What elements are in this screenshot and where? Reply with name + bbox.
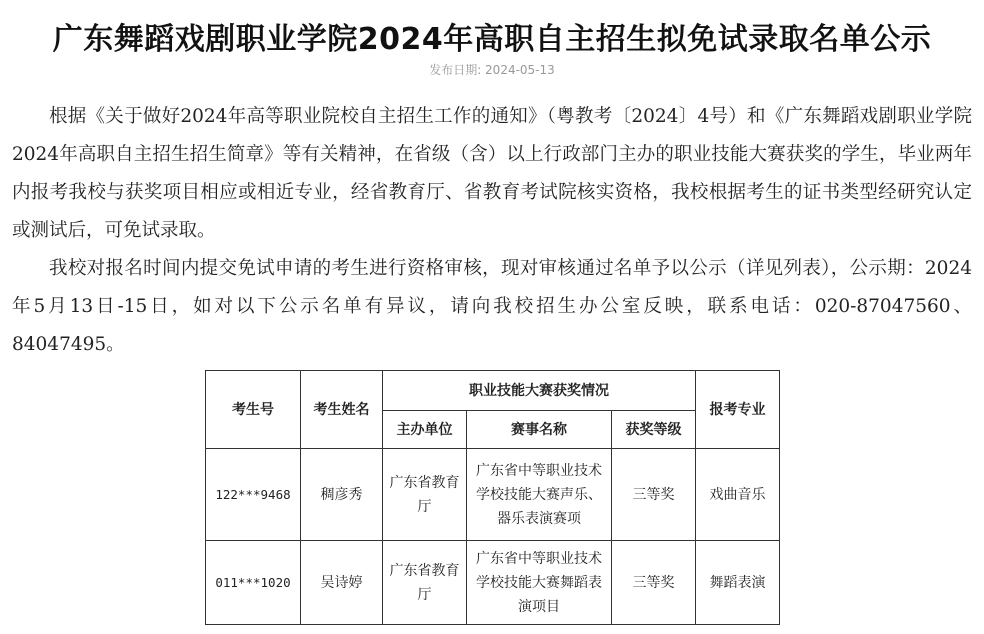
cell-name: 吴诗婷 [301, 541, 383, 625]
header-level: 获奖等级 [612, 411, 696, 449]
cell-name: 稠彦秀 [301, 449, 383, 541]
notice-paragraph-2: 我校对报名时间内提交免试申请的考生进行资格审核，现对审核通过名单予以公示（详见列表），公示期：2024年5月13日-15日，如对以下公示名单有异议，请向我校招生办公室反映，联系电话：020-87047560、84047495。 [12, 258, 972, 355]
table-row [206, 449, 780, 541]
table-header-row [206, 371, 780, 411]
cell-event: 广东省中等职业技术学校技能大赛声乐、器乐表演赛项 [467, 449, 612, 541]
admission-list-table [205, 370, 780, 625]
cell-event: 广东省中等职业技术学校技能大赛舞蹈表演项目 [467, 541, 612, 625]
cell-level: 三等奖 [612, 449, 696, 541]
header-major: 报考专业 [696, 371, 780, 449]
cell-major: 戏曲音乐 [696, 449, 780, 541]
table-row [206, 541, 780, 625]
cell-exam-no: 011***1020 [206, 541, 301, 625]
notice-paragraph-1: 根据《关于做好2024年高等职业院校自主招生工作的通知》（粤教考〔2024〕4号）和《广东舞蹈戏剧职业学院2024年高职自主招生招生简章》等有关精神，在省级（含）以上行政部门主办的职业技能大赛获奖的学生，毕业两年内报考我校与获奖项目相应或相近专业，经省教育厅、省教育考试院核实资格，我校根据考生的证书类型经研究认定或测试后，可免试录取。 [12, 106, 972, 241]
cell-level: 三等奖 [612, 541, 696, 625]
header-organizer: 主办单位 [383, 411, 467, 449]
page-title: 广东舞蹈戏剧职业学院2024年高职自主招生拟免试录取名单公示 [52, 22, 932, 57]
cell-exam-no: 122***9468 [206, 449, 301, 541]
header-name: 考生姓名 [301, 371, 383, 449]
header-event: 赛事名称 [467, 411, 612, 449]
cell-major: 舞蹈表演 [696, 541, 780, 625]
cell-organizer: 广东省教育厅 [383, 449, 467, 541]
publish-date: 发布日期: 2024-05-13 [429, 63, 555, 77]
header-exam-no: 考生号 [206, 371, 301, 449]
notice-body [12, 98, 972, 364]
cell-organizer: 广东省教育厅 [383, 541, 467, 625]
header-award-group: 职业技能大赛获奖情况 [383, 371, 696, 411]
